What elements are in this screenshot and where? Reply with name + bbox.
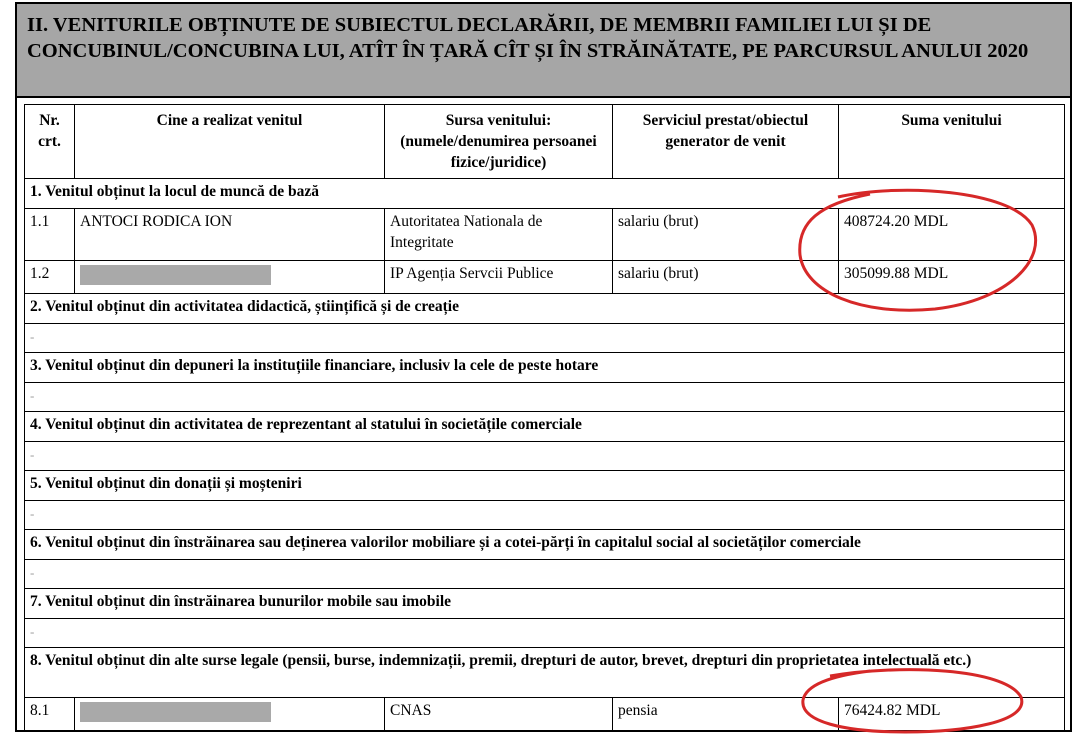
section-title: 2. Venitul obținut din activitatea didactică, științifică și de creație: [25, 294, 1065, 324]
empty-value: -: [25, 560, 1065, 589]
table-row: [25, 698, 1065, 731]
section-row: [25, 648, 1065, 698]
col-header-source: Sursa venitului: (numele/denumirea persoanei fizice/juridice): [385, 105, 613, 179]
row-who: [75, 698, 385, 731]
table-row: [25, 261, 1065, 294]
section-row: [25, 179, 1065, 209]
row-who: ANTOCI RODICA ION: [75, 209, 385, 261]
col-header-amount: Suma venitului: [839, 105, 1065, 179]
income-table: [24, 104, 1065, 731]
empty-value: -: [25, 383, 1065, 412]
col-header-who: Cine a realizat venitul: [75, 105, 385, 179]
section-row: [25, 530, 1065, 560]
row-service: salariu (brut): [613, 261, 839, 294]
row-source: IP Agenția Servcii Publice: [385, 261, 613, 294]
section-row: [25, 294, 1065, 324]
row-amount: 76424.82 MDL: [839, 698, 1065, 731]
empty-row: [25, 383, 1065, 412]
row-nr: 8.1: [25, 698, 75, 731]
empty-row: [25, 501, 1065, 530]
section-title: 1. Venitul obținut la locul de muncă de bază: [25, 179, 1065, 209]
empty-row: [25, 324, 1065, 353]
section-title: 6. Venitul obținut din înstrăinarea sau deținerea valorilor mobiliare și a cotei-părți în capitalul social al societăților comerciale: [25, 530, 1065, 560]
redacted-name: [80, 265, 271, 285]
row-service: pensia: [613, 698, 839, 731]
empty-value: -: [25, 324, 1065, 353]
col-header-nr: Nr. crt.: [25, 105, 75, 179]
row-amount: 408724.20 MDL: [839, 209, 1065, 261]
section-header: II. VENITURILE OBȚINUTE DE SUBIECTUL DECLARĂRII, DE MEMBRII FAMILIEI LUI ȘI DE CONCUBINUL/CONCUBINA LUI, ATÎT ÎN ȚARĂ CÎT ȘI ÎN STRĂINĂTATE, PE PARCURSUL ANULUI 2020: [17, 4, 1070, 98]
row-source: Autoritatea Nationala de Integritate: [385, 209, 613, 261]
row-nr: 1.1: [25, 209, 75, 261]
section-title: 8. Venitul obținut din alte surse legale (pensii, burse, indemnizații, premii, drepturi de autor, brevet, drepturi din proprietatea intelectuală etc.): [25, 648, 1065, 698]
section-row: [25, 471, 1065, 501]
col-header-service: Serviciul prestat/obiectul generator de venit: [613, 105, 839, 179]
section-row: [25, 353, 1065, 383]
section-row: [25, 589, 1065, 619]
empty-value: -: [25, 501, 1065, 530]
redacted-name: [80, 702, 271, 722]
row-nr: 1.2: [25, 261, 75, 294]
row-who: [75, 261, 385, 294]
empty-row: [25, 619, 1065, 648]
row-source: CNAS: [385, 698, 613, 731]
empty-value: -: [25, 619, 1065, 648]
empty-row: [25, 560, 1065, 589]
section-row: [25, 412, 1065, 442]
row-service: salariu (brut): [613, 209, 839, 261]
section-title: 4. Venitul obținut din activitatea de reprezentant al statului în societățile comerciale: [25, 412, 1065, 442]
table-header-row: [25, 105, 1065, 179]
section-title: 3. Venitul obținut din depuneri la instituțiile financiare, inclusiv la cele de peste hotare: [25, 353, 1065, 383]
declaration-section: [15, 2, 1072, 732]
empty-value: -: [25, 442, 1065, 471]
table-row: [25, 209, 1065, 261]
row-amount: 305099.88 MDL: [839, 261, 1065, 294]
section-title: 7. Venitul obținut din înstrăinarea bunurilor mobile sau imobile: [25, 589, 1065, 619]
section-title: 5. Venitul obținut din donații și moșteniri: [25, 471, 1065, 501]
empty-row: [25, 442, 1065, 471]
